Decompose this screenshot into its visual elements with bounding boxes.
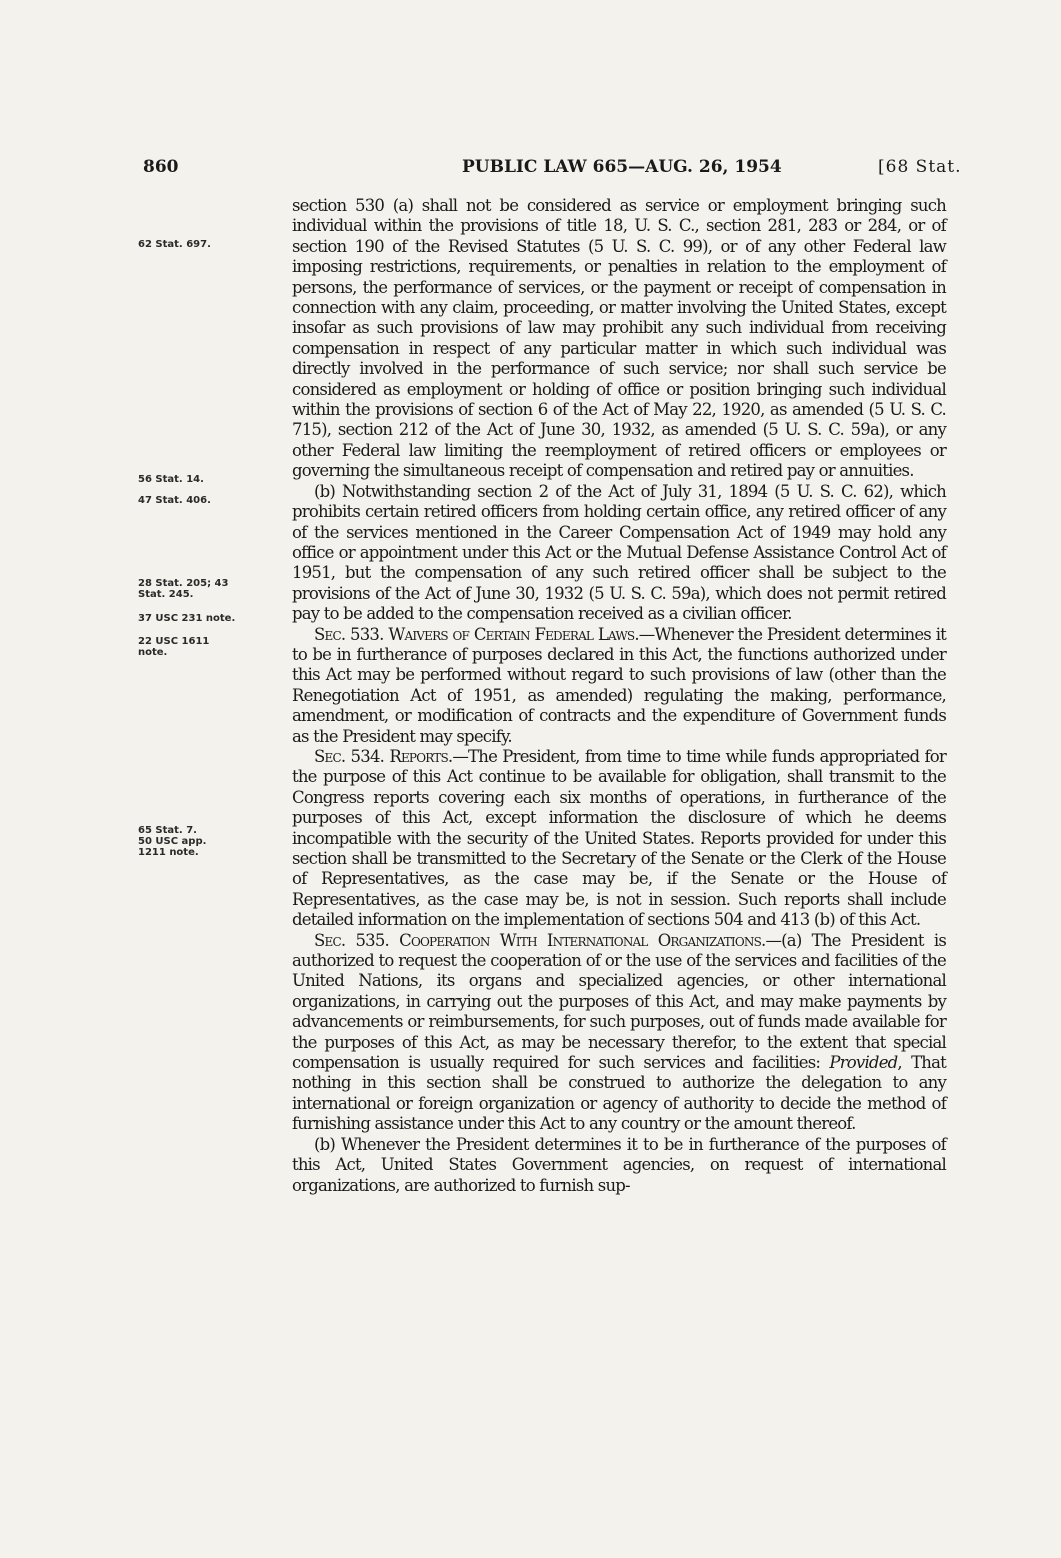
section-heading: Sec. 533. Waivers of Certain Federal Laws. bbox=[314, 624, 639, 644]
margin-note: 22 USC 1611 note. bbox=[138, 636, 210, 658]
margin-note: 62 Stat. 697. bbox=[138, 239, 211, 250]
section-text: —Whenever the President determines it to be in furtherance of purposes declared in this Act, the functions authorized under this Act may be performed without regard to such provisions of law (other than the Renegotiation Act of 1951, as amended) regulating the making, performance, amendment, or modification of contracts and the expenditure of Government funds as the President may specify. bbox=[292, 624, 947, 746]
margin-note: 37 USC 231 note. bbox=[138, 613, 236, 624]
section-text: —(a) The President is authorized to request the cooperation of or the use of the services and facilities of the United Nations, its organs and specialized agencies, or other international organizations, in carrying out the purposes of this Act, and may make payments by advancements or reimbursements, for such purposes, out of funds made available for the purposes of this Act, as may be necessary therefor, to the extent that special compensation is usually required for such services and facilities: bbox=[292, 930, 946, 1073]
section-text: , That nothing in this section shall be construed to authorize the delegation to any international or foreign organization or agency of authority to decide the method of furnishing assistance under this Act to any country or the amount thereof. bbox=[292, 1053, 946, 1134]
margin-note: 47 Stat. 406. bbox=[138, 495, 211, 506]
statute-body bbox=[292, 196, 946, 1196]
section-535 bbox=[292, 931, 946, 1135]
section-heading: Sec. 534. Reports. bbox=[314, 746, 453, 766]
section-534 bbox=[292, 747, 946, 931]
paragraph-b-retired-officers: (b) Notwithstanding section 2 of the Act of July 31, 1894 (5 U. S. C. 62), which prohibits certain retired officers from holding certain office, any retired officer of any of the services mentioned in the Career Compensation Act of 1949 may hold any office or appointment under this Act or the Mutual Defense Assistance Control Act of 1951, but the compensation of any such retired officer shall be subject to the provisions of the Act of June 30, 1932 (5 U. S. C. 59a), which does not permit retired pay to be added to the compensation received as a civilian officer. bbox=[292, 481, 946, 624]
section-heading: Sec. 535. Cooperation With International Organizations. bbox=[314, 930, 766, 950]
section-533 bbox=[292, 625, 946, 747]
running-title: PUBLIC LAW 665—AUG. 26, 1954 bbox=[462, 157, 782, 177]
paragraph-b-international: (b) Whenever the President determines it to be in furtherance of the purposes of this Act, United States Government agencies, on request of international organizations, are authorized to furnish sup- bbox=[292, 1134, 946, 1195]
margin-notes bbox=[0, 0, 270, 1558]
proviso-word: Provided bbox=[829, 1053, 898, 1073]
margin-note: 65 Stat. 7. 50 USC app. 1211 note. bbox=[138, 825, 207, 858]
margin-note: 28 Stat. 205; 43 Stat. 245. bbox=[138, 578, 229, 600]
margin-note: 56 Stat. 14. bbox=[138, 474, 204, 485]
paragraph-continuation: section 530 (a) shall not be considered as service or employment bringing such individual within the provisions of title 18, U. S. C., section 281, 283 or 284, or of section 190 of the Revised Statutes (5 U. S. C. 99), or of any other Federal law imposing restrictions, requirements, or penalties in relation to the employment of persons, the performance of services, or the payment or receipt of compensation in connection with any claim, proceeding, or matter involving the United States, except insofar as such provisions of law may prohibit any such individual from receiving compensation in respect of any particular matter in which such individual was directly involved in the performance of such service; nor shall such service be considered as employment or holding of office or position bringing such individual within the provisions of section 6 of the Act of May 22, 1920, as amended (5 U. S. C. 715), section 212 of the Act of June 30, 1932, as amended (5 U. S. C. 59a), or any other Federal law limiting the reemployment of retired officers or employees or governing the simultaneous receipt of compensation and retired pay or annuities. bbox=[292, 196, 946, 481]
statute-citation: [68 Stat. bbox=[878, 157, 962, 177]
section-text: —The President, from time to time while funds appropriated for the purpose of this Act continue to be available for obligation, shall transmit to the Congress reports covering each six months of operations, in furtherance of the purposes of this Act, except information the disclosure of which he deems incompatible with the security of the United States. Reports provided for under this section shall be transmitted to the Secretary of the Senate or the Clerk of the House of Representatives, as the case may be, if the Senate or the House of Representatives, as the case may be, is not in session. Such reports shall include detailed information on the implementation of sections 504 and 413 (b) of this Act. bbox=[292, 746, 946, 930]
page-number: 860 bbox=[143, 157, 179, 177]
